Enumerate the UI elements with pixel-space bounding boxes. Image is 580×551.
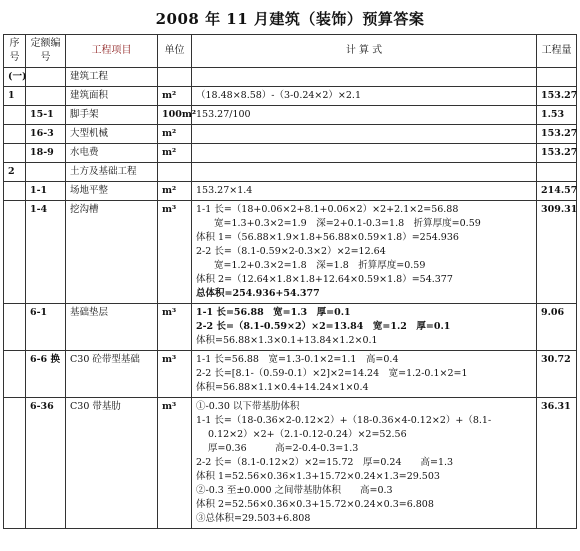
cell-calc — [192, 106, 537, 125]
calc-line: 体积=56.88×1.1×0.4+14.24×1×0.4 — [196, 382, 369, 393]
cell-calc — [192, 201, 537, 304]
cell-item: 挖沟槽 — [66, 201, 158, 304]
cell-unit: m³ — [158, 304, 192, 351]
cell-calc — [192, 144, 537, 163]
table-row — [4, 144, 577, 163]
calc-line: （18.48×8.58）-（3-0.24×2）×2.1 — [196, 90, 361, 101]
calc-line: 厚=0.36 高=2-0.4-0.3=1.3 — [208, 443, 359, 454]
header-row — [4, 35, 577, 68]
budget-table — [3, 34, 577, 529]
cell-item: 脚手架 — [66, 106, 158, 125]
cell-unit — [158, 163, 192, 182]
cell-qty: 309.31 — [537, 201, 577, 304]
cell-no: (一) — [4, 68, 26, 87]
table-row — [4, 201, 577, 304]
cell-item: C30 带基肋 — [66, 398, 158, 529]
cell-unit — [158, 68, 192, 87]
cell-code: 16-3 — [26, 125, 66, 144]
calc-line: 2-2 长=（8.1-0.59×2）×2=13.84 宽=1.2 厚=0.1 — [196, 321, 451, 332]
cell-qty — [537, 68, 577, 87]
cell-code — [26, 68, 66, 87]
calc-line: 总体积=254.936+54.377 — [196, 288, 320, 299]
cell-unit: m² — [158, 125, 192, 144]
cell-calc — [192, 68, 537, 87]
cell-qty: 153.27 — [537, 87, 577, 106]
cell-code: 15-1 — [26, 106, 66, 125]
cell-no — [4, 106, 26, 125]
header-no: 序号 — [4, 35, 26, 68]
cell-unit: m² — [158, 87, 192, 106]
cell-code: 1-1 — [26, 182, 66, 201]
cell-qty: 9.06 — [537, 304, 577, 351]
cell-calc — [192, 125, 537, 144]
cell-calc — [192, 163, 537, 182]
header-qty: 工程量 — [537, 35, 577, 68]
cell-item: 建筑工程 — [66, 68, 158, 87]
cell-calc — [192, 182, 537, 201]
table-row — [4, 163, 577, 182]
cell-item: 土方及基础工程 — [66, 163, 158, 182]
cell-item: 基础垫层 — [66, 304, 158, 351]
cell-qty: 153.27 — [537, 144, 577, 163]
cell-qty: 1.53 — [537, 106, 577, 125]
page-title: 2008 年 11 月建筑（装饰）预算答案 — [155, 10, 425, 28]
calc-line: 1-1 长=56.88 宽=1.3 厚=0.1 — [196, 307, 351, 318]
calc-line: 体积=56.88×1.3×0.1+13.84×1.2×0.1 — [196, 335, 378, 346]
calc-line: 体积 2=（12.64×1.8×1.8+12.64×0.59×1.8）=54.377 — [196, 274, 453, 285]
cell-no — [4, 201, 26, 304]
header-code: 定额编号 — [26, 35, 66, 68]
cell-code: 1-4 — [26, 201, 66, 304]
calc-line: 2-2 长=（8.1-0.59×2-0.3×2）×2=12.64 — [196, 246, 386, 257]
cell-calc — [192, 304, 537, 351]
calc-line: 153.27×1.4 — [196, 185, 253, 196]
cell-code: 6-1 — [26, 304, 66, 351]
cell-no — [4, 398, 26, 529]
calc-line: 2-2 长=（8.1-0.12×2）×2=15.72 厚=0.24 高=1.3 — [196, 457, 454, 468]
calc-line: ②-0.3 至±0.000 之间带基肋体积 高=0.3 — [196, 485, 393, 496]
calc-line: ①-0.30 以下带基肋体积 — [196, 401, 300, 412]
table-row — [4, 125, 577, 144]
cell-calc — [192, 351, 537, 398]
cell-calc — [192, 398, 537, 529]
table-row — [4, 304, 577, 351]
cell-item: 建筑面积 — [66, 87, 158, 106]
calc-line: 1-1 长=（18+0.06×2+8.1+0.06×2）×2+2.1×2=56.88 — [196, 204, 459, 215]
calc-line: 2-2 长=[8.1-（0.59-0.1）×2]×2=14.24 宽=1.2-0.1×2=1 — [196, 368, 468, 379]
cell-item: 水电费 — [66, 144, 158, 163]
calc-line: 1-1 长=56.88 宽=1.3-0.1×2=1.1 高=0.4 — [196, 354, 399, 365]
table-row — [4, 106, 577, 125]
calc-line: 体积 1=52.56×0.36×1.3+15.72×0.24×1.3=29.503 — [196, 471, 440, 482]
header-item: 工程项目 — [66, 35, 158, 68]
cell-calc — [192, 87, 537, 106]
calc-line: 0.12×2）×2+（2.1-0.12-0.24）×2=52.56 — [208, 429, 407, 440]
table-row — [4, 351, 577, 398]
header-unit: 单位 — [158, 35, 192, 68]
cell-no — [4, 182, 26, 201]
calc-line: ③总体积=29.503+6.808 — [196, 513, 311, 524]
calc-line: 体积 1=（56.88×1.9×1.8+56.88×0.59×1.8）=254.936 — [196, 232, 459, 243]
cell-item: C30 砼带型基础 — [66, 351, 158, 398]
calc-line: 1-1 长=（18-0.36×2-0.12×2）+（18-0.36×4-0.12×2）+（8.1- — [196, 415, 492, 426]
cell-code: 6-6 换 — [26, 351, 66, 398]
cell-code — [26, 163, 66, 182]
cell-item: 场地平整 — [66, 182, 158, 201]
cell-unit: 100m² — [158, 106, 192, 125]
cell-unit: m³ — [158, 201, 192, 304]
table-row — [4, 68, 577, 87]
calc-line: 宽=1.3+0.3×2=1.9 深=2+0.1-0.3=1.8 折算厚度=0.59 — [214, 218, 481, 229]
cell-unit: m² — [158, 182, 192, 201]
cell-item: 大型机械 — [66, 125, 158, 144]
cell-unit: m² — [158, 144, 192, 163]
cell-unit: m³ — [158, 398, 192, 529]
cell-code — [26, 87, 66, 106]
cell-no — [4, 304, 26, 351]
cell-qty: 30.72 — [537, 351, 577, 398]
calc-line: 体积 2=52.56×0.36×0.3+15.72×0.24×0.3=6.808 — [196, 499, 434, 510]
table-row — [4, 87, 577, 106]
header-calc: 计 算 式 — [192, 35, 537, 68]
cell-no — [4, 144, 26, 163]
cell-code: 18-9 — [26, 144, 66, 163]
cell-code: 6-36 — [26, 398, 66, 529]
table-row — [4, 398, 577, 529]
calc-line: 宽=1.2+0.3×2=1.8 深=1.8 折算厚度=0.59 — [214, 260, 426, 271]
cell-unit: m³ — [158, 351, 192, 398]
cell-qty: 36.31 — [537, 398, 577, 529]
cell-qty: 214.57 — [537, 182, 577, 201]
cell-no: 1 — [4, 87, 26, 106]
cell-qty — [537, 163, 577, 182]
calc-line: 153.27/100 — [196, 109, 251, 120]
cell-no — [4, 125, 26, 144]
cell-no: 2 — [4, 163, 26, 182]
table-row — [4, 182, 577, 201]
cell-qty: 153.27 — [537, 125, 577, 144]
cell-no — [4, 351, 26, 398]
